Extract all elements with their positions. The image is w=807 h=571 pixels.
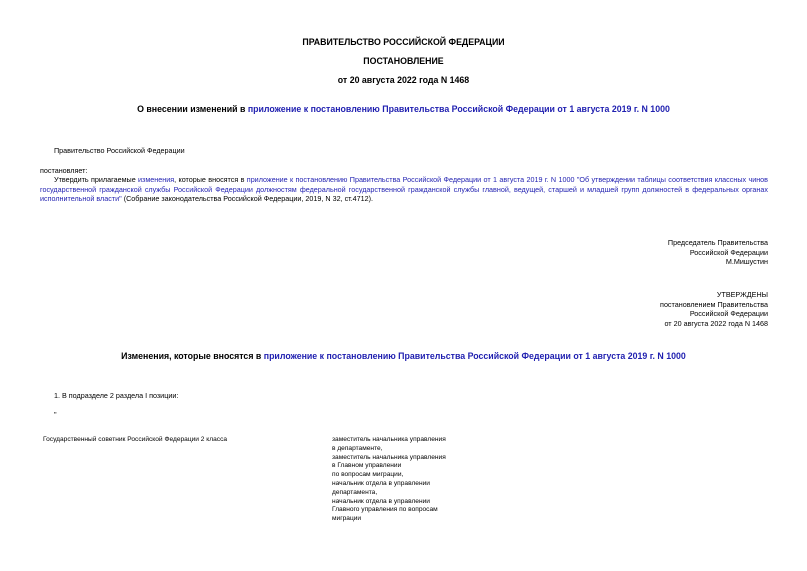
approved-by: постановлением Правительства [660, 299, 768, 309]
appendix-link[interactable]: приложение к постановлению Правительства Российской Федерации от 1 августа 2019 г. N 1000 "Об утверждении таблицы соответствия классных чинов государственной гражданской службы Российской Федерации должностям федеральной государственной гражданской службы главной, ведущей, старшей и младшей групп должностей в федеральных органах исполнительной власти" [40, 175, 768, 204]
changes-link[interactable]: изменения [138, 175, 175, 184]
paragraph-text-end: (Собрание законодательства Российской Федерации, 2019, N 32, ст.4712). [121, 194, 374, 204]
changes-title-link[interactable]: приложение к постановлению Правительства Российской Федерации от 1 августа 2019 г. N 1000 [263, 351, 686, 361]
changes-title [0, 351, 807, 361]
table-cell-rank: Государственный советник Российской Федерации 2 класса [43, 436, 228, 443]
document-type: ПОСТАНОВЛЕНИЕ [363, 56, 444, 66]
approved-block [660, 290, 768, 328]
table-cell-positions [332, 436, 482, 524]
position-line: в Главном управлении [332, 462, 402, 470]
changes-title-prefix: Изменения, которые вносятся в [121, 351, 264, 361]
position-line: в департаменте, [332, 444, 383, 452]
approved-heading: УТВЕРЖДЕНЫ [716, 290, 768, 299]
position-line: по вопросам миграции, [332, 471, 404, 479]
position-line: начальник отдела в управлении [332, 497, 430, 505]
position-line: Главного управления по вопросам [332, 506, 438, 514]
position-line: заместитель начальника управления [332, 453, 446, 461]
paragraph-text-start: Утвердить прилагаемые [54, 175, 139, 184]
government-heading: ПРАВИТЕЛЬСТВО РОССИЙСКОЙ ФЕДЕРАЦИИ [302, 37, 505, 47]
decides-word: постановляет: [40, 166, 88, 175]
signature-title: Председатель Правительства [667, 238, 768, 247]
signature-org: Российской Федерации [689, 247, 768, 257]
approved-org: Российской Федерации [689, 309, 768, 319]
item-1: 1. В подразделе 2 раздела I позиции: [54, 391, 179, 400]
document-title [0, 104, 807, 114]
position-line: заместитель начальника управления [332, 436, 446, 443]
title-appendix-link[interactable]: приложение к постановлению Правительства Российской Федерации от 1 августа 2019 г. N 1000 [247, 104, 670, 114]
position-line: миграции [332, 515, 362, 523]
issuer: Правительство Российской Федерации [54, 146, 185, 155]
signature-name: М.Мишустин [725, 257, 768, 267]
position-line: начальник отдела в управлении [332, 479, 430, 487]
paragraph-text-mid: , которые вносятся в [174, 175, 247, 184]
quote-mark: " [54, 410, 57, 419]
signature-block [668, 238, 768, 267]
resolution-paragraph [40, 175, 768, 204]
position-line: департамента, [332, 488, 378, 496]
title-prefix: О внесении изменений в [137, 104, 248, 114]
approved-date: от 20 августа 2022 года N 1468 [664, 318, 768, 328]
document-date-number: от 20 августа 2022 года N 1468 [337, 75, 470, 85]
